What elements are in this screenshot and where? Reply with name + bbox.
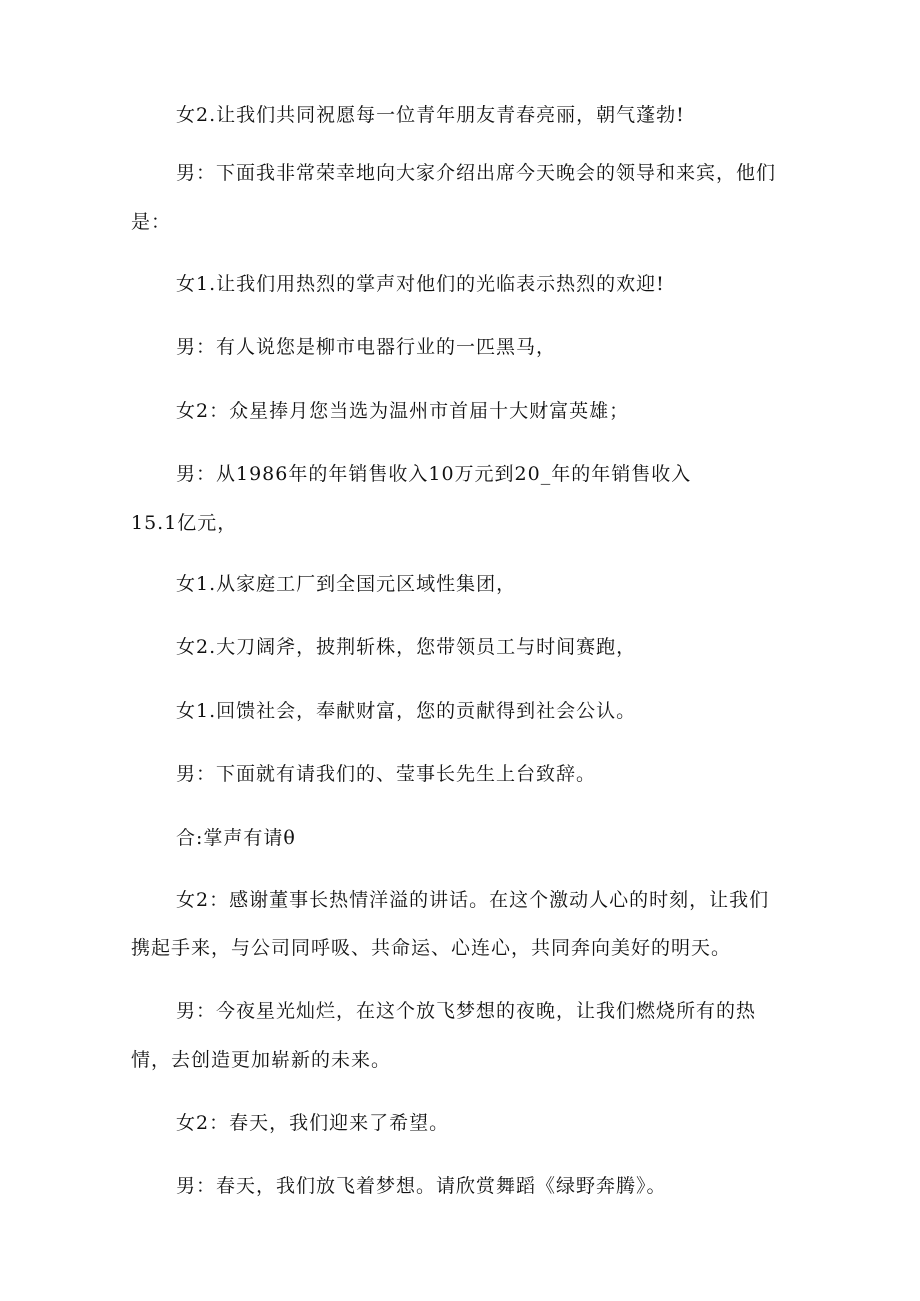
script-line: 男：春天，我们放飞着梦想。请欣赏舞蹈《绿野奔腾》。 [176, 1175, 667, 1197]
script-line: 女1.回馈社会，奉献财富，您的贡献得到社会公认。 [176, 700, 637, 722]
script-line: 男：从1986年的年销售收入10万元到20_年的年销售收入 [176, 463, 692, 485]
script-line: 女2.大刀阔斧，披荆斩株，您带领员工与时间赛跑， [176, 636, 637, 658]
script-line: 合:掌声有请θ [176, 827, 296, 849]
script-line: 男：下面我非常荣幸地向大家介绍出席今天晚会的领导和来宾，他们 [176, 162, 777, 184]
script-line: 女2：春天，我们迎来了希望。 [176, 1112, 450, 1134]
script-line-continuation: 15.1亿元， [131, 512, 238, 534]
script-line: 女2：感谢董事长热情洋溢的讲话。在这个激动人心的时刻，让我们 [176, 889, 770, 911]
script-line-continuation: 携起手来，与公司同呼吸、共命运、心连心，共同奔向美好的明天。 [131, 937, 732, 959]
script-line: 男：今夜星光灿烂，在这个放飞梦想的夜晚，让我们燃烧所有的热 [176, 1000, 757, 1022]
script-line-continuation: 情，去创造更加崭新的未来。 [131, 1049, 392, 1071]
script-line: 女1.让我们用热烈的掌声对他们的光临表示热烈的欢迎! [176, 273, 665, 295]
script-line: 男：有人说您是柳市电器行业的一匹黑马， [176, 336, 557, 358]
script-line: 女2.让我们共同祝愿每一位青年朋友青春亮丽，朝气蓬勃! [176, 104, 685, 126]
script-line-continuation: 是： [131, 211, 172, 233]
script-line: 女2：众星捧月您当选为温州市首届十大财富英雄； [176, 400, 630, 422]
script-line: 女1.从家庭工厂到全国元区域性集团， [176, 573, 517, 595]
script-line: 男：下面就有请我们的、莹事长先生上台致辞。 [176, 763, 597, 785]
